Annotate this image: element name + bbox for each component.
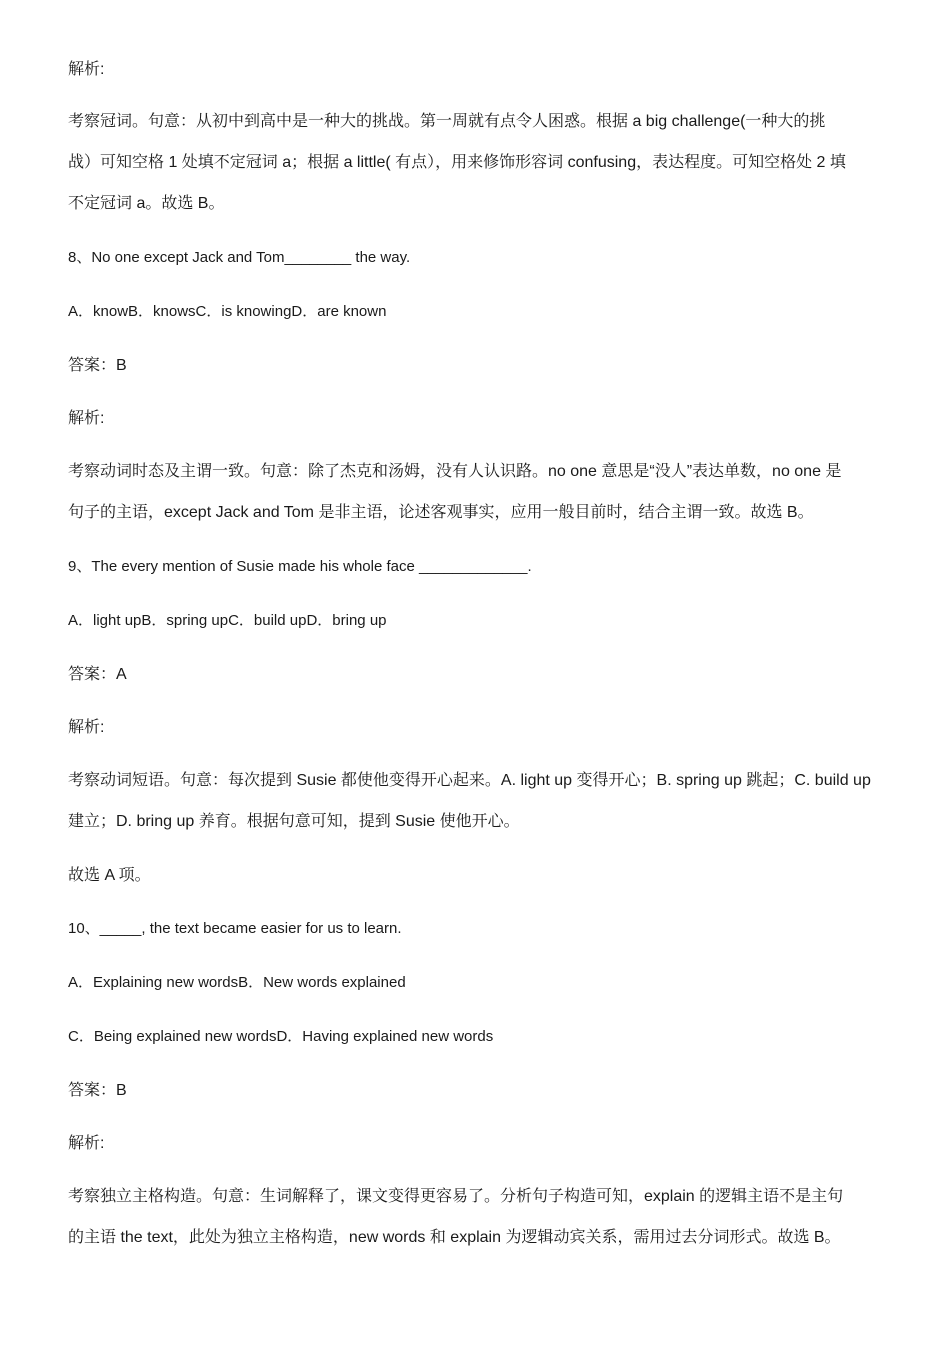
q7-analysis-text-line-2: 战）可知空格 1 处填不定冠词 a；根据 a little( 有点），用来修饰形容词 confusing，表达程度。可知空格处 2 填 — [68, 154, 846, 171]
q9-stem: 9、The every mention of Susie made his whole face _____________. — [68, 558, 532, 575]
q9-answer: 答案：A — [68, 666, 127, 683]
q8-analysis-text-line-1: 考察动词时态及主谓一致。句意：除了杰克和汤姆，没有人认识路。no one 意思是“没人”表达单数，no one 是 — [68, 463, 842, 480]
q7-analysis-label: 解析: — [68, 61, 105, 78]
q8-options: A．knowB．knowsC．is knowingD．are known — [68, 303, 387, 320]
q9-options: A．light upB．spring upC．build upD．bring up — [68, 612, 387, 629]
q9-analysis-text-line-2: 建立；D. bring up 养育。根据句意可知，提到 Susie 使他开心。 — [68, 813, 520, 830]
q10-options-line-2: C．Being explained new wordsD．Having explained new words — [68, 1028, 494, 1045]
q10-analysis-label: 解析: — [68, 1135, 105, 1152]
q9-analysis-text-line-1: 考察动词短语。句意：每次提到 Susie 都使他变得开心起来。A. light up 变得开心；B. spring up 跳起；C. build up — [68, 772, 871, 789]
q9-analysis-text-line-3: 故选 A 项。 — [68, 867, 151, 884]
q10-stem: 10、_____, the text became easier for us to learn. — [68, 920, 402, 937]
q7-analysis-text-line-3: 不定冠词 a。故选 B。 — [68, 195, 225, 212]
q10-answer: 答案：B — [68, 1082, 127, 1099]
q8-analysis-label: 解析: — [68, 410, 105, 427]
q8-answer: 答案：B — [68, 357, 127, 374]
q9-analysis-label: 解析: — [68, 719, 105, 736]
q10-analysis-text-line-1: 考察独立主格构造。句意：生词解释了，课文变得更容易了。分析句子构造可知，explain 的逻辑主语不是主句 — [68, 1188, 844, 1205]
q7-analysis-text-line-1: 考察冠词。句意：从初中到高中是一种大的挑战。第一周就有点令人困惑。根据 a big challenge(一种大的挑 — [68, 113, 826, 130]
q8-stem: 8、No one except Jack and Tom________ the way. — [68, 249, 411, 266]
q10-options-line-1: A．Explaining new wordsB．New words explained — [68, 974, 406, 991]
q10-analysis-text-line-2: 的主语 the text，此处为独立主格构造，new words 和 explain 为逻辑动宾关系，需用过去分词形式。故选 B。 — [68, 1229, 841, 1246]
q8-analysis-text-line-2: 句子的主语，except Jack and Tom 是非主语，论述客观事实，应用一般目前时，结合主谓一致。故选 B。 — [68, 504, 814, 521]
